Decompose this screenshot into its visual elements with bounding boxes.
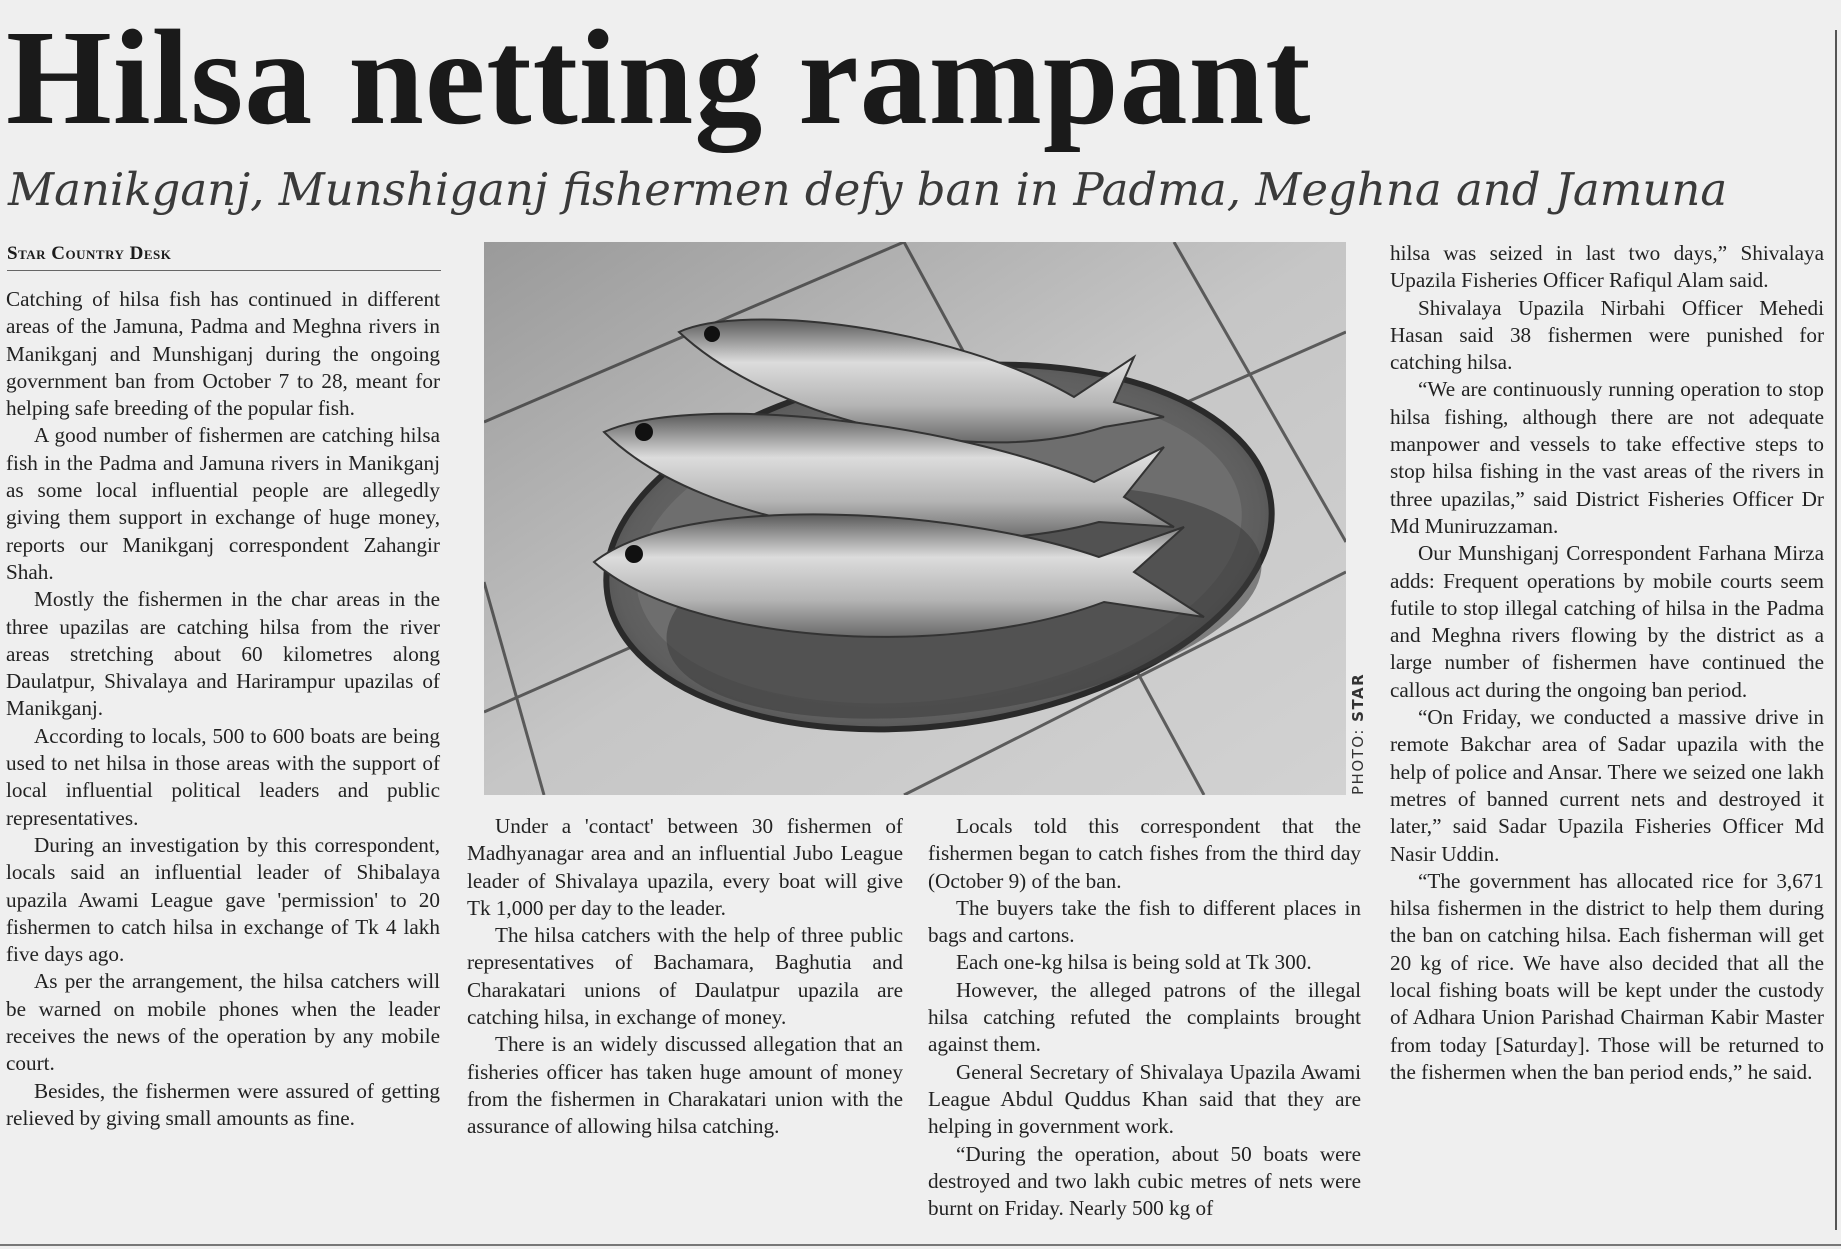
headline: Hilsa netting rampant — [6, 3, 1312, 153]
paragraph: “On Friday, we conducted a massive drive in remote Bakchar area of Sadar upazila with the help of police and Ansar. There we seized one lakh metres of banned current nets and destroyed it later,” said Sadar Upazila Fisheries Officer Md Nasir Uddin. — [1390, 705, 1824, 866]
paragraph: “The government has allocated rice for 3,671 hilsa fishermen in the district to help them during the ban on catching hilsa. Each fisherman will get 20 kg of rice. We have also decided that all the local fishing boats will be kept under the custody of Adhara Union Parishad Chairman Kabir Master from today [Saturday]. Those will be returned to the fishermen when the ban period ends,” he said. — [1390, 868, 1824, 1084]
paragraph: General Secretary of Shivalaya Upazila Awami League Abdul Quddus Khan said that they are helping in government work. — [928, 1059, 1361, 1139]
paragraph: Mostly the fishermen in the char areas in the three upazilas are catching hilsa from the river areas stretching about 60 kilometres along Daulatpur, Shivalaya and Harirampur upazilas of Manikganj. — [6, 587, 440, 721]
hilsa-fish-photo — [484, 242, 1346, 795]
article-column-4 — [1390, 240, 1824, 1086]
byline: Star Country Desk — [7, 243, 441, 271]
article-column-2 — [467, 813, 903, 1141]
paragraph: hilsa was seized in last two days,” Shivalaya Upazila Fisheries Officer Rafiqul Alam said. — [1390, 241, 1824, 293]
paragraph: Shivalaya Upazila Nirbahi Officer Mehedi Hasan said 38 fishermen were punished for catching hilsa. — [1390, 295, 1824, 375]
paragraph: “During the operation, about 50 boats were destroyed and two lakh cubic metres of nets were burnt on Friday. Nearly 500 kg of — [928, 1141, 1361, 1221]
article-column-3 — [928, 813, 1361, 1222]
paragraph: Each one-kg hilsa is being sold at Tk 300. — [956, 950, 1312, 975]
paragraph: Our Munshiganj Correspondent Farhana Mirza adds: Frequent operations by mobile courts seem futile to stop illegal catching of hilsa in the Padma and Meghna rivers flowing by the district as a large number of fishermen have continued the callous act during the ongoing ban period. — [1390, 541, 1824, 702]
paragraph: Catching of hilsa fish has continued in different areas of the Jamuna, Padma and Meghna rivers in Manikganj and Munshiganj during the ongoing government ban from October 7 to 28, meant for helping safe breeding of the popular fish. — [6, 287, 440, 421]
bottom-rule — [0, 1244, 1841, 1246]
paragraph: During an investigation by this correspondent, locals said an influential leader of Shibalaya upazila Awami League gave 'permission' to 20 fishermen to catch hilsa in exchange of Tk 4 lakh five days ago. — [6, 832, 440, 967]
article-column-1 — [6, 286, 440, 1132]
paragraph: A good number of fishermen are catching hilsa fish in the Padma and Jamuna rivers in Manikganj as some local influential people are allegedly giving them support in exchange of huge money, reports our Manikganj correspondent Zahangir Shah. — [6, 423, 440, 584]
paragraph: However, the alleged patrons of the illegal hilsa catching refuted the complaints brought against them. — [928, 977, 1361, 1057]
paragraph: Besides, the fishermen were assured of getting relieved by giving small amounts as fine. — [6, 1078, 440, 1130]
photo-credit-source: STAR — [1349, 672, 1367, 722]
paragraph: The hilsa catchers with the help of three public representatives of Bachamara, Baghutia and Charakatari unions of Daulatpur upazila are catching hilsa, in exchange of money. — [467, 923, 903, 1030]
column-rule — [1835, 30, 1837, 1230]
subheadline: Manikganj, Munshiganj fishermen defy ban in Padma, Meghna and Jamuna — [8, 163, 1728, 216]
photo-credit — [1349, 673, 1367, 795]
paragraph: Locals told this correspondent that the fishermen began to catch fishes from the third day (October 9) of the ban. — [928, 814, 1361, 893]
photo-credit-label: PHOTO: — [1349, 728, 1367, 795]
paragraph: As per the arrangement, the hilsa catchers will be warned on mobile phones when the leader receives the news of the operation by any mobile court. — [6, 969, 440, 1076]
paragraph: According to locals, 500 to 600 boats are being used to net hilsa in those areas with the support of local influential political leaders and public representatives. — [6, 723, 440, 830]
paragraph: Under a 'contact' between 30 fishermen of Madhyanagar area and an influential Jubo League leader of Shivalaya upazila, every boat will give Tk 1,000 per day to the leader. — [467, 814, 903, 920]
paragraph: There is an widely discussed allegation that an fisheries officer has taken huge amount of money from the fishermen in Charakatari union with the assurance of allowing hilsa catching. — [467, 1032, 903, 1139]
paragraph: “We are continuously running operation to stop hilsa fishing, although there are not adequate manpower and vessels to take effective steps to stop hilsa fishing in the vast areas of the rivers in three upazilas,” said District Fisheries Officer Dr Md Muniruzzaman. — [1390, 377, 1824, 538]
photo-illustration — [484, 242, 1346, 795]
paragraph: The buyers take the fish to different places in bags and cartons. — [928, 895, 1361, 948]
